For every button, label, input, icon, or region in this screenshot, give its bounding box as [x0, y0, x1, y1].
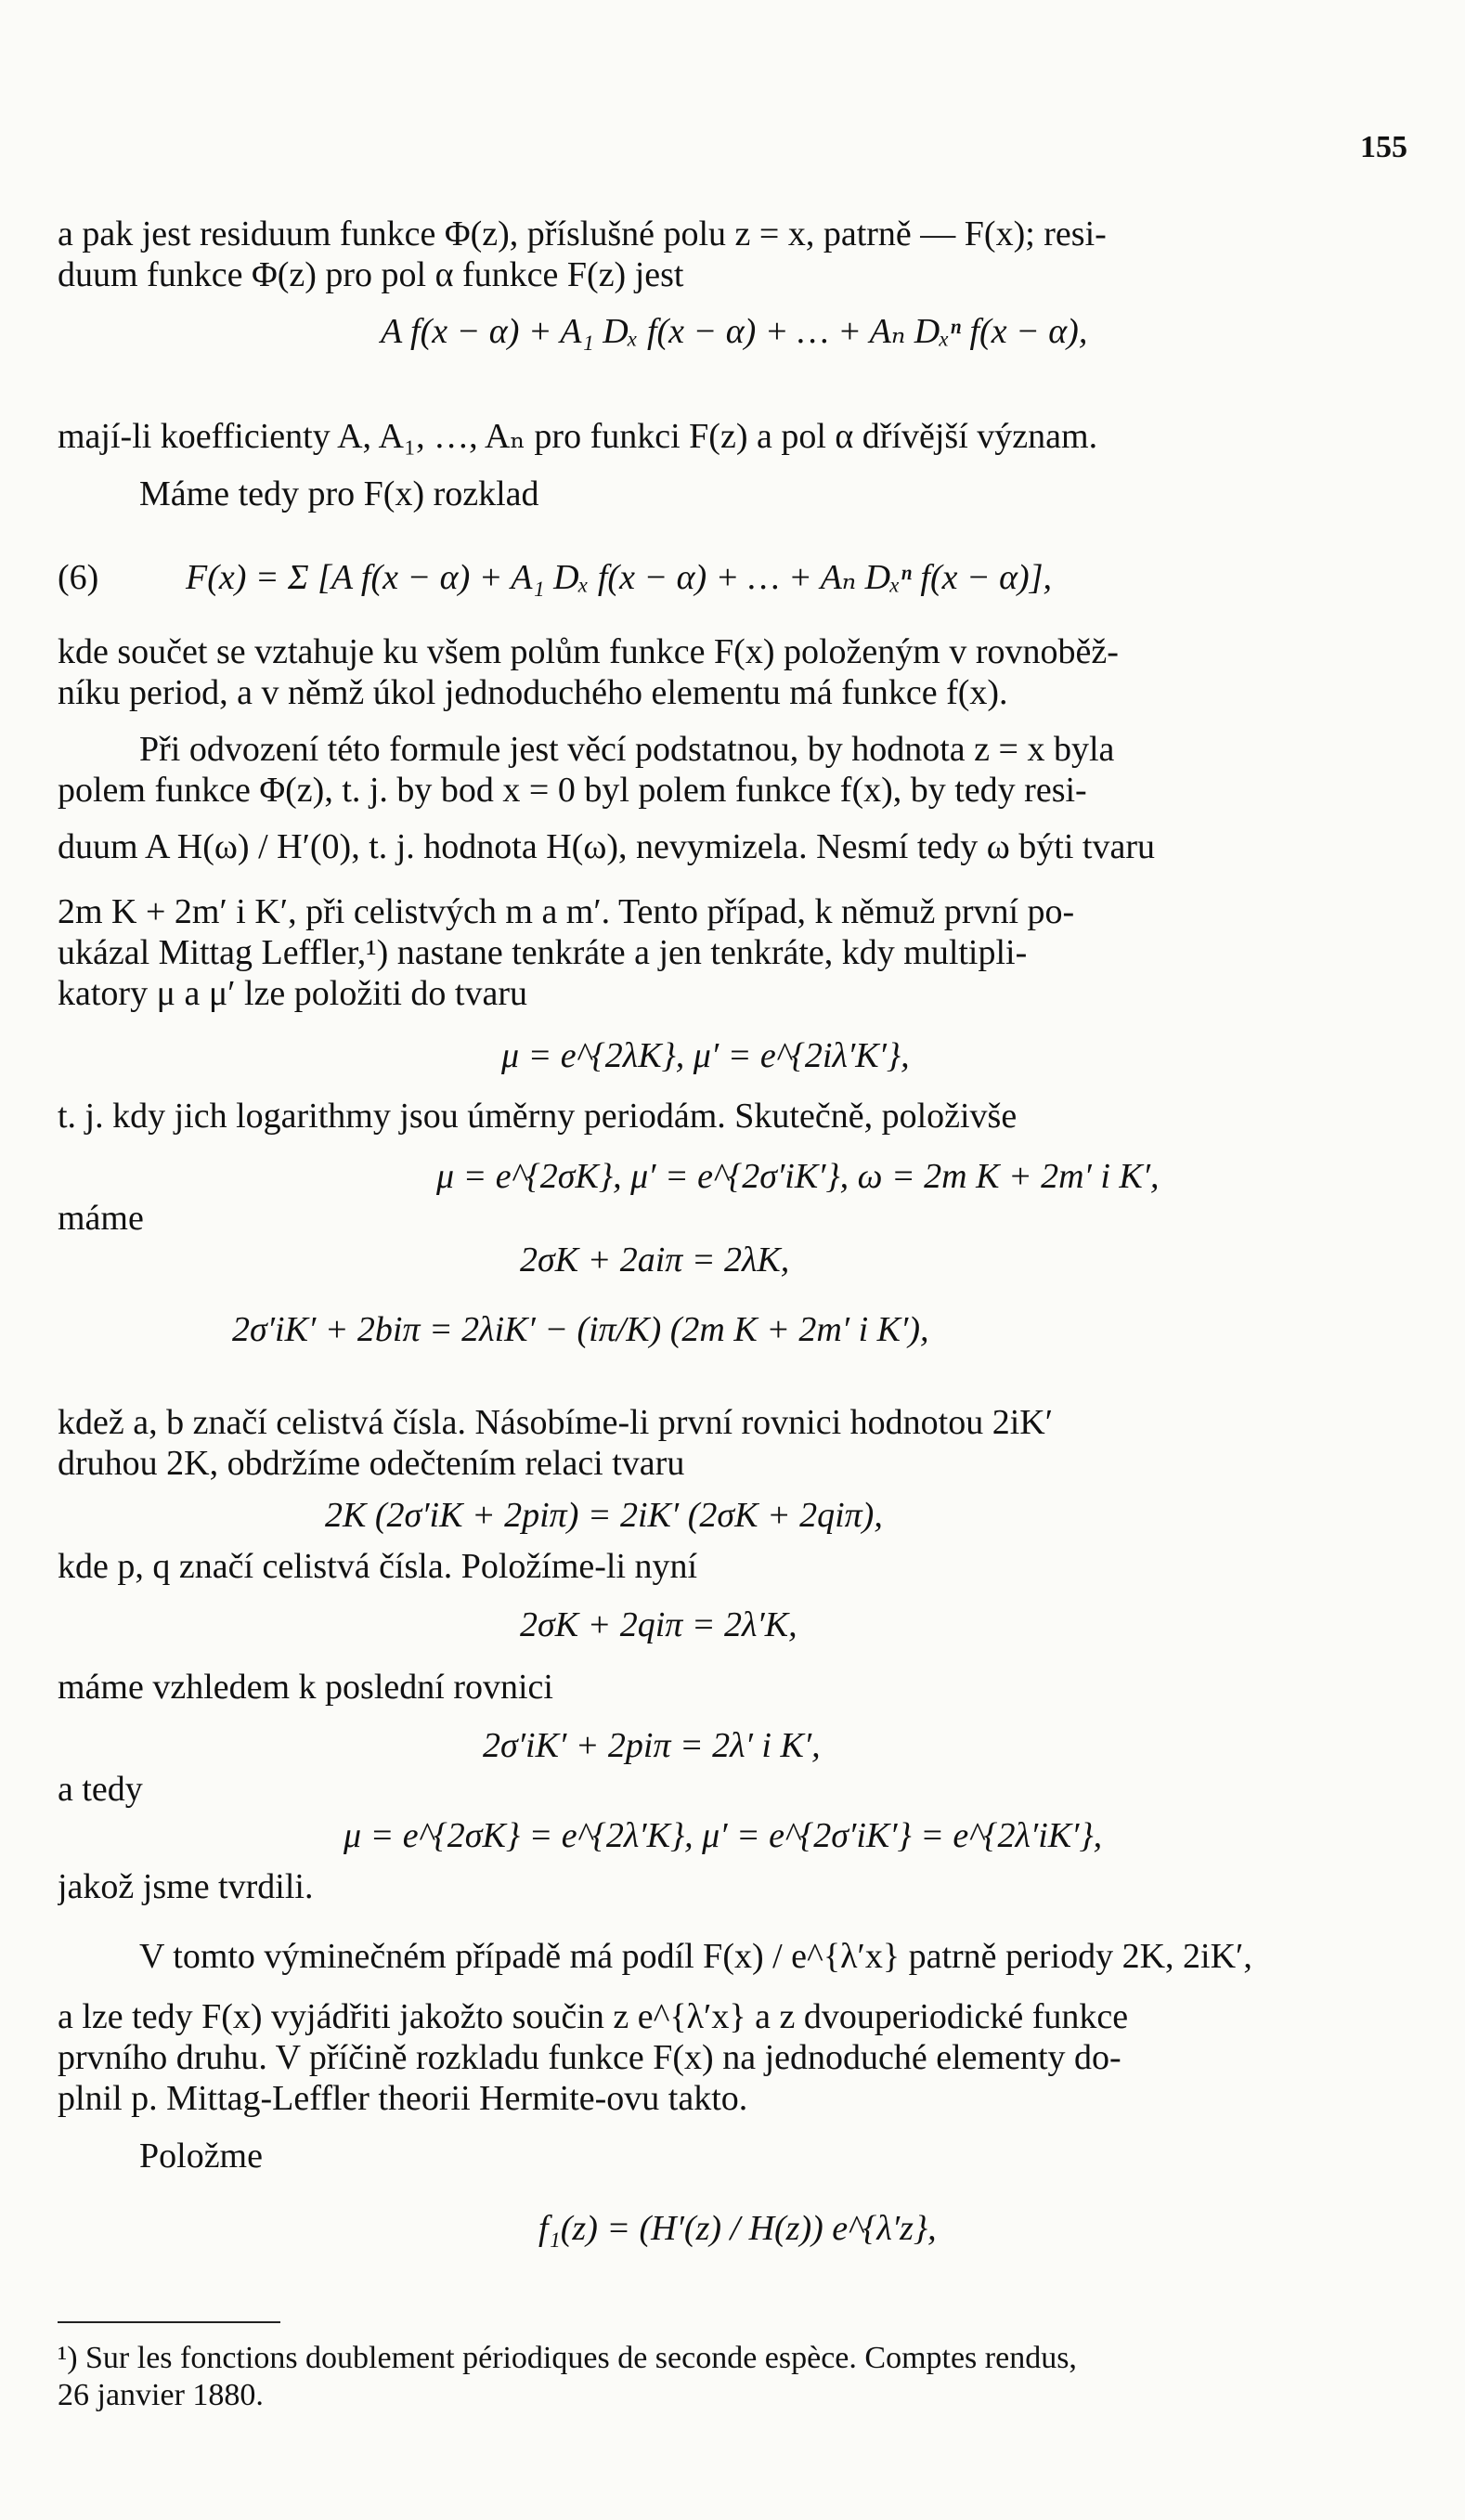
text-line: jakož jsme tvrdili.: [58, 1867, 314, 1906]
text-line: níku period, a v němž úkol jednoduchého elementu má funkce f(x).: [58, 673, 1008, 712]
text-line: duum funkce Φ(z) pro pol α funkce F(z) jest: [58, 255, 684, 294]
text-line: ukázal Mittag Leffler,¹) nastane tenkráte a jen tenkráte, kdy multipli-: [58, 933, 1028, 972]
equation: F(x) = Σ [A f(x − α) + A₁ Dₓ f(x − α) + … + Aₙ Dₓⁿ f(x − α)],: [186, 558, 1053, 597]
text-line: a lze tedy F(x) vyjádřiti jakožto součin z e^{λ′x} a z dvouperiodické funkce: [58, 1997, 1129, 2036]
text-line: Položme: [139, 2137, 263, 2176]
equation: μ = e^{2σK}, μ′ = e^{2σ′iK′}, ω = 2m K + 2m′ i K′,: [436, 1157, 1160, 1196]
text-line: plnil p. Mittag-Leffler theorii Hermite-ovu takto.: [58, 2079, 748, 2118]
text-line: polem funkce Φ(z), t. j. by bod x = 0 byl polem funkce f(x), by tedy resi-: [58, 771, 1087, 810]
footnote-line: ¹) Sur les fonctions doublement périodiques de seconde espèce. Comptes rendus,: [58, 2341, 1077, 2375]
text-line: a tedy: [58, 1770, 143, 1809]
text-line: mají-li koefficienty A, A₁, …, Aₙ pro funkci F(z) a pol α dřívější význam.: [58, 417, 1098, 456]
text-line: kdež a, b značí celistvá čísla. Násobíme-li první rovnici hodnotou 2iK′: [58, 1403, 1054, 1442]
text-line: kde p, q značí celistvá čísla. Položíme-li nyní: [58, 1547, 698, 1586]
text-line: máme vzhledem k poslední rovnici: [58, 1668, 553, 1707]
equation: 2σ′iK′ + 2biπ = 2λiK′ − (iπ/K) (2m K + 2m′ i K′),: [232, 1310, 929, 1349]
equation: μ = e^{2λK}, μ′ = e^{2iλ′K′},: [501, 1036, 910, 1075]
equation: 2K (2σ′iK + 2piπ) = 2iK′ (2σK + 2qiπ),: [325, 1496, 883, 1535]
equation-number: (6): [58, 558, 99, 597]
text-line: Při odvození této formule jest věcí podstatnou, by hodnota z = x byla: [139, 730, 1115, 769]
footnote-line: 26 janvier 1880.: [58, 2378, 264, 2412]
equation: f₁(z) = (H′(z) / H(z)) e^{λ′z},: [538, 2209, 937, 2248]
text-line: a pak jest residuum funkce Φ(z), příslušné polu z = x, patrně — F(x); resi-: [58, 214, 1107, 253]
text-line: kde součet se vztahuje ku všem polům funkce F(x) položeným v rovnoběž-: [58, 632, 1119, 671]
text-line: druhou 2K, obdržíme odečtením relaci tvaru: [58, 1444, 685, 1483]
text-line: duum A H(ω) / H′(0), t. j. hodnota H(ω), nevymizela. Nesmí tedy ω býti tvaru: [58, 827, 1155, 866]
text-line: katory μ a μ′ lze položiti do tvaru: [58, 974, 527, 1013]
equation: μ = e^{2σK} = e^{2λ′K}, μ′ = e^{2σ′iK′} = e^{2λ′iK′},: [344, 1816, 1103, 1855]
text-line: prvního druhu. V příčině rozkladu funkce F(x) na jednoduché elementy do-: [58, 2038, 1121, 2077]
text-line: t. j. kdy jich logarithmy jsou úměrny periodám. Skutečně, položivše: [58, 1097, 1018, 1136]
page-number: 155: [1360, 130, 1407, 164]
equation: 2σK + 2qiπ = 2λ′K,: [520, 1605, 797, 1644]
text-line: máme: [58, 1199, 144, 1238]
text-line: V tomto výminečném případě má podíl F(x) / e^{λ′x} patrně periody 2K, 2iK′,: [139, 1937, 1252, 1976]
equation: 2σK + 2aiπ = 2λK,: [520, 1241, 790, 1279]
footnote-rule: [58, 2321, 280, 2323]
text-line: Máme tedy pro F(x) rozklad: [139, 474, 539, 513]
text-line: 2m K + 2m′ i K′, při celistvých m a m′. Tento případ, k němuž první po-: [58, 892, 1075, 931]
equation: 2σ′iK′ + 2piπ = 2λ′ i K′,: [483, 1726, 821, 1765]
equation: A f(x − α) + A₁ Dₓ f(x − α) + … + Aₙ Dₓⁿ f(x − α),: [381, 312, 1088, 351]
